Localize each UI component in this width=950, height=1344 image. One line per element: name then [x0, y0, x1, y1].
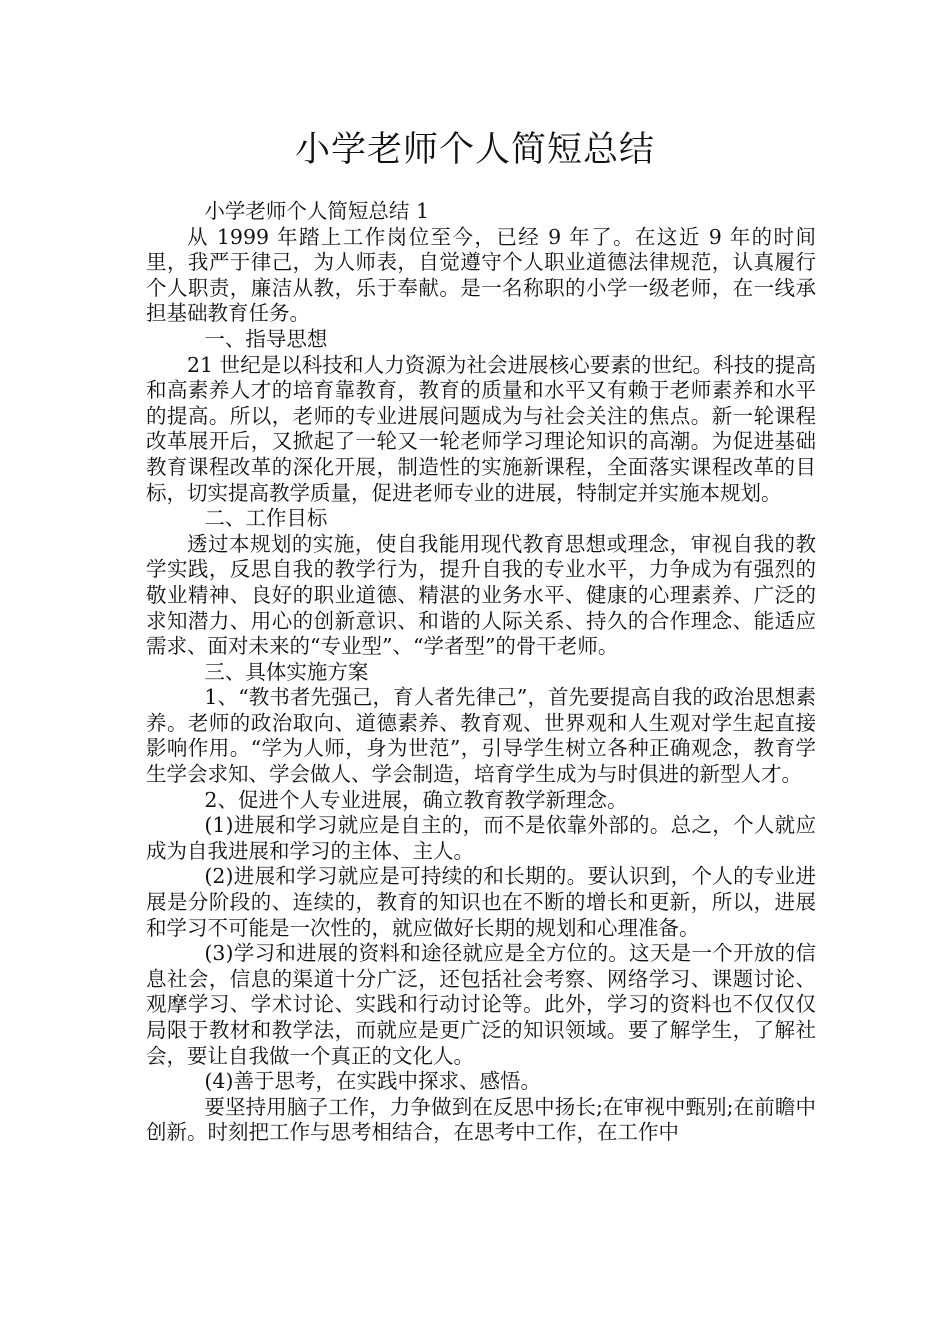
- heading-guiding-ideology: 一、指导思想: [204, 326, 328, 351]
- document-body: [146, 199, 816, 1146]
- document-title: 小学老师个人简短总结: [294, 130, 655, 170]
- paragraph-work-goals: 透过本规划的实施，使自我能用现代教育思想或理念，审视自我的教学实践，反思自我的教学行为，提升自我的专业水平，力争成为有强烈的敬业精神、良好的职业道德、精湛的业务水平、健康的心理素养、广泛的求知潜力、用心的创新意识、和谐的人际关系、持久的合作理念、能适应需求、面对未来的“专业型”、“学者型”的骨干老师。: [146, 531, 816, 659]
- heading-work-goals: 二、工作目标: [204, 506, 328, 531]
- heading-implementation-plan: 三、具体实施方案: [204, 659, 369, 684]
- paragraph-subitem-2: (2)进展和学习就应是可持续的和长期的。要认识到，个人的专业进展是分阶段的、连续的，教育的知识也在不断的增长和更新，所以，进展和学习不可能是一次性的，就应做好长期的规划和心理准备。: [146, 864, 816, 940]
- paragraph-subitem-4: (4)善于思考，在实践中探求、感悟。: [204, 1069, 541, 1094]
- paragraph-plan-item-2: 2、促进个人专业进展，确立教育教学新理念。: [204, 787, 628, 812]
- paragraph-guiding-ideology: 21 世纪是以科技和人力资源为社会进展核心要素的世纪。科技的提高和高素养人才的培育靠教育，教育的质量和水平又有赖于老师素养和水平的提高。所以，老师的专业进展问题成为与社会关注的焦点。新一轮课程改革展开后，又掀起了一轮又一轮老师学习理论知识的高潮。为促进基础教育课程改革的深化开展，制造性的实施新课程，全面落实课程改革的目标，切实提高教学质量，促进老师专业的进展，特制定并实施本规划。: [146, 352, 816, 505]
- paragraph-subitem-3: (3)学习和进展的资料和途径就应是全方位的。这天是一个开放的信息社会，信息的渠道十分广泛，还包括社会考察、网络学习、课题讨论、观摩学习、学术讨论、实践和行动讨论等。此外，学习的资料也不仅仅仅局限于教材和教学法，而就应是更广泛的知识领域。要了解学生，了解社会，要让自我做一个真正的文化人。: [146, 941, 816, 1068]
- section-subtitle: 小学老师个人简短总结 1: [204, 199, 429, 223]
- paragraph-subitem-1: (1)进展和学习就应是自主的，而不是依靠外部的。总之，个人就应成为自我进展和学习的主体、主人。: [146, 813, 816, 863]
- paragraph-reflection: 要坚持用脑子工作，力争做到在反思中扬长;在审视中甄别;在前瞻中创新。时刻把工作与思考相结合，在思考中工作，在工作中: [146, 1094, 816, 1145]
- paragraph-plan-item-1: 1、“教书者先强己，育人者先律己”，首先要提高自我的政治思想素养。老师的政治取向、道德素养、教育观、世界观和人生观对学生起直接影响作用。“学为人师，身为世范”，引导学生树立各种正确观念，教育学生学会求知、学会做人、学会制造，培育学生成为与时俱进的新型人才。: [146, 685, 816, 787]
- paragraph-intro: 从 1999 年踏上工作岗位至今，已经 9 年了。在这近 9 年的时间里，我严于律己，为人师表，自觉遵守个人职业道德法律规范，认真履行个人职责，廉洁从教，乐于奉献。是一名称职的小学一级老师，在一线承担基础教育任务。: [146, 224, 816, 326]
